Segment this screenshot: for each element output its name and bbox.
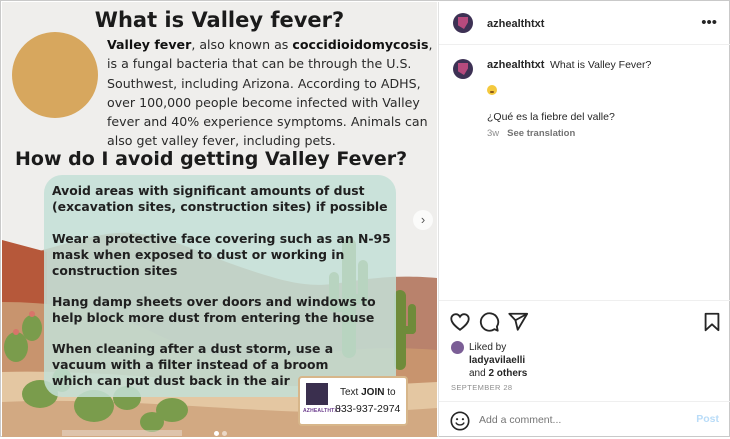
join-number: 833-937-2974 <box>335 403 401 415</box>
sun-circle <box>12 32 98 118</box>
intro-term-2: coccidioidomycosis <box>292 37 429 52</box>
tip-item: Avoid areas with significant amounts of dust (excavation sites, construction sites) if possible <box>52 183 388 214</box>
smiley-icon[interactable] <box>449 410 471 432</box>
join-keyword: JOIN <box>361 387 385 398</box>
azhealthtxt-logo-icon <box>306 383 328 405</box>
caption-username[interactable]: azhealthtxt <box>487 59 545 71</box>
heart-icon[interactable] <box>449 311 471 333</box>
liked-and: and <box>469 368 489 379</box>
liked-by-avatar[interactable] <box>451 341 464 354</box>
see-translation-link[interactable]: See translation <box>507 128 576 139</box>
join-suffix: to <box>384 387 396 398</box>
post-image[interactable] <box>2 2 437 437</box>
post-subtitle: How do I avoid getting Valley Fever? <box>15 148 408 170</box>
post-intro <box>107 35 437 151</box>
carousel-dot-active <box>214 431 219 436</box>
intro-text-1: , also known as <box>191 37 293 52</box>
comment-icon[interactable] <box>478 311 500 333</box>
join-logo-label: AZHEALTHTXT <box>303 408 342 414</box>
action-panel <box>439 300 730 438</box>
bookmark-icon[interactable] <box>701 311 723 333</box>
liked-by-others[interactable] <box>469 368 527 379</box>
tip-item: Hang damp sheets over doors and windows to help block more dust from entering the house <box>52 294 376 325</box>
caption-text: What is Valley Fever? <box>550 59 652 71</box>
carousel-dots <box>214 423 230 437</box>
caption-meta <box>487 128 583 139</box>
send-icon[interactable] <box>507 311 529 333</box>
post-date: SEPTEMBER 28 <box>451 383 513 392</box>
join-badge <box>298 376 408 426</box>
caption-age[interactable]: 3w <box>487 128 500 139</box>
header-username[interactable]: azhealthtxt <box>487 18 545 30</box>
join-prefix: Text <box>340 387 362 398</box>
thinking-face-emoji-icon <box>487 85 497 95</box>
liked-others-count[interactable]: 2 others <box>488 368 528 379</box>
caption-spanish: ¿Qué es la fiebre del valle? <box>487 111 615 123</box>
tip-item: When cleaning after a dust storm, use a vacuum with a filter instead of a broom which can put dust back in the air <box>52 341 334 388</box>
post-header <box>439 2 730 45</box>
liked-by-user[interactable]: ladyavilaelli <box>469 355 526 366</box>
comment-input[interactable] <box>479 414 679 426</box>
intro-text-2: , is a fungal bacteria that can be through the U.S. Southwest, including Arizona. According to ADHS, over 100,000 people become infected with Valley fever and 40% experience symptoms. Animals can also get valley fever, including pets. <box>107 37 433 149</box>
liked-by-label: Liked by <box>469 342 507 353</box>
join-instruction <box>340 387 396 398</box>
chevron-right-icon[interactable]: › <box>413 210 433 230</box>
comment-bar <box>439 401 730 439</box>
intro-term: Valley fever <box>107 37 192 52</box>
caption-avatar[interactable] <box>453 59 473 79</box>
avatar[interactable] <box>453 13 473 33</box>
tip-item: Wear a protective face covering such as an N-95 mask when exposed to dust or working in construction sites <box>52 231 391 278</box>
post-comment-button[interactable]: Post <box>696 413 719 425</box>
post-sidebar <box>438 2 730 437</box>
carousel-dot <box>222 431 227 436</box>
post-title: What is Valley fever? <box>94 8 345 32</box>
more-horizontal-icon[interactable]: ••• <box>701 14 717 31</box>
